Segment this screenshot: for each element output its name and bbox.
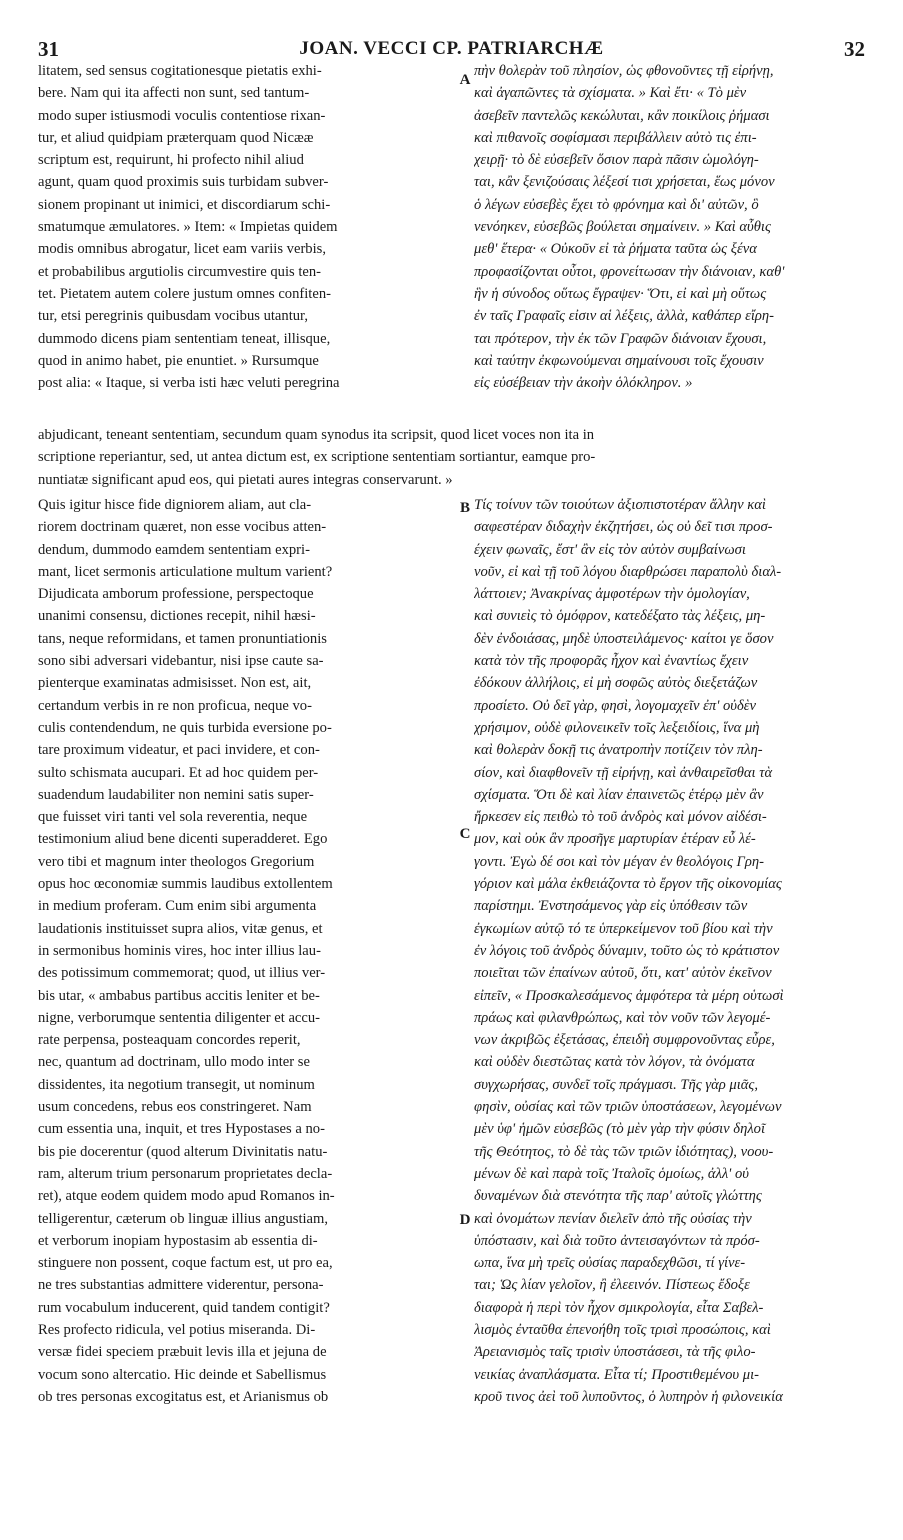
greek-text-line: ὑπόστασιν, καὶ διὰ τοῦτο ἀντεισαγόντων τὰ πρόσ-: [474, 1232, 760, 1249]
greek-text-line: δυναμένων διὰ στενότητα τῆς παρ' αὐτοῖς γλώττης: [474, 1188, 762, 1205]
greek-text-line: νεικίας ἀναπλάσματα. Εἶτα τί; Προστιθεμένου μι-: [474, 1366, 759, 1383]
greek-text-line: καὶ ὀνομάτων πενίαν διελεῖν ἀπὸ τῆς οὐσίας τὴν: [474, 1210, 752, 1227]
latin-text-line: rum vocabulum inducerent, quid tandem contigit?: [38, 1299, 330, 1316]
greek-text-line: καὶ οὐδὲν διεστῶτας κατὰ τὸν λόγον, τὰ ὀνόματα: [474, 1054, 755, 1071]
greek-text-line: μὲν ὑφ' ἡμῶν εὐσεβῶς (τὸ μὲν γὰρ τὴν φύσιν δηλοῖ: [474, 1121, 766, 1138]
greek-column-top: [474, 60, 894, 394]
latin-column-top: [38, 60, 458, 394]
greek-text-line: συγχωρήσας, συνδεῖ τοῖς πράγμασι. Τῆς γὰρ μιᾶς,: [474, 1076, 759, 1093]
latin-text-line: laudationis instituisset supra alios, vitæ genus, et: [38, 920, 323, 937]
latin-text-line: sono sibi adversari videbantur, nisi ipse caute sa-: [38, 653, 324, 670]
left-page-number: 31: [38, 36, 59, 61]
latin-text-line: tans, neque reformidans, et tamen pronuntiationis: [38, 630, 327, 647]
greek-column-main: [474, 494, 894, 1408]
greek-text-line: κατὰ τὸν τῆς προφορᾶς ἦχον καὶ ἐναντίως ἔχειν: [474, 653, 749, 670]
greek-text-line: ἐν ταῖς Γραφαῖς εἰσιν αἱ λέξεις, ἀλλὰ, καθάπερ εἴρη-: [474, 308, 774, 325]
greek-text-line: γοντι. Ἐγὼ δέ σοι καὶ τὸν μέγαν ἐν θεολόγοις Γρη-: [474, 853, 764, 870]
latin-text-line: usum concedens, rebus eos constringeret. Nam: [38, 1099, 312, 1116]
latin-text-line: unanimi consensu, dictiones recepit, nihil hæsi-: [38, 608, 316, 625]
latin-text-line: Dijudicata amborum professione, perspectoque: [38, 586, 314, 603]
latin-text-line: stinguere non possent, coque factum est, ut pro ea,: [38, 1255, 333, 1272]
greek-text-line: ἐν λόγοις τοῦ ἀνδρὸς δύναμιν, τοῦτο ὡς τὸ κράτιστον: [474, 942, 780, 959]
greek-text-line: έχειν φωναῖς, ἔστ' ἂν εἰς τὸν αὐτὸν συμβαίνωσι: [474, 541, 746, 558]
greek-text-line: προσίετο. Οὐ δεῖ γὰρ, φησὶ, λογομαχεῖν ἐπ' οὐδὲν: [474, 697, 756, 714]
latin-text-line: opus hoc œconomiæ summis laudibus extollentem: [38, 876, 333, 893]
latin-text-line: tur, etsi peregrinis quibusdam vocibus utantur,: [38, 308, 308, 325]
latin-text-line: et probabilibus argutiolis circumvestire quis ten-: [38, 263, 322, 280]
latin-text-line: culis contendendum, ne quis turbida eversione po-: [38, 719, 332, 736]
latin-text-line: ne tres substantias admittere viderentur, persona-: [38, 1277, 324, 1294]
latin-text-line: dummodo dicens piam sententiam teneat, illisque,: [38, 330, 331, 347]
latin-text-line: quod in animo habet, pie enuntiet. » Rursumque: [38, 352, 319, 369]
greek-text-line: καὶ ταύτην ἐκφωνούμεναι σημαίνουσι τοῖς ἔχουσιν: [474, 352, 764, 369]
greek-text-line: ωπα, ἵνα μὴ τρεῖς οὐσίας παραδεχθῶσι, τί γίνε-: [474, 1255, 746, 1272]
greek-text-line: σίον, καὶ διαφθονεῖν τῇ εἰρήνῃ, καὶ ἀνθαιρεῖσθαι τὰ: [474, 764, 773, 781]
latin-text-line: tur, et aliud quidpiam præterquam quod Nicææ: [38, 129, 314, 146]
latin-text-line: vocum sono altercatio. Hic deinde et Sabellismus: [38, 1366, 327, 1383]
latin-text-line: litatem, sed sensus cogitationesque pietatis exhi-: [38, 63, 322, 79]
greek-text-line: πὴν θολερὰν τοῦ πλησίον, ὡς φθονοῦντες τῇ εἰρήνῃ,: [474, 63, 774, 79]
greek-text-line: Ἀρειανισμὸς ταῖς τρισὶν ὑποστάσεσι, τὰ τῆς φιλο-: [474, 1344, 756, 1361]
greek-text-line: τῆς Θεότητος, τὸ δὲ τὰς τῶν τριῶν ἰδιότητας), νοου-: [474, 1143, 774, 1160]
latin-text-line: telligerentur, cæterum ob linguæ illius angustiam,: [38, 1210, 329, 1227]
greek-text-line: φησὶν, οὐσίας καὶ τῶν τριῶν ὑποστάσεων, λεγομένων: [474, 1099, 782, 1116]
full-width-text-line: scriptione reperiantur, sed, ut antea dictum est, ex scriptione sententiam sortiantur, eamque pro-: [38, 449, 596, 466]
latin-text-line: sionem propinant ut inimici, et discordiarum schi-: [38, 196, 331, 213]
latin-text-line: in medium proferam. Cum enim sibi argumenta: [38, 898, 317, 915]
latin-text-line: bere. Nam qui ita affecti non sunt, sed tantum-: [38, 85, 310, 102]
greek-text-line: κροῦ τινος ἀεὶ τοῦ λυποῦντος, ὁ λυπηρὸν ἡ φιλονεικία: [474, 1388, 783, 1405]
greek-text-line: λισμὸς ἐνταῦθα ἐπενοήθη τοῖς τρισὶ προσώποις, καὶ: [474, 1321, 771, 1338]
latin-text-line: cum essentia una, inquit, et tres Hypostases a no-: [38, 1121, 325, 1138]
greek-text-line: νοῦν, εἰ καὶ τῇ τοῦ λόγου διαρθρώσει παραπολὺ διαλ-: [474, 563, 782, 580]
latin-text-line: mant, licet sermonis articulatione multum varient?: [38, 563, 333, 580]
latin-text-line: bis pie docerentur (quod alterum Divinitatis natu-: [38, 1143, 328, 1160]
greek-text-line: καὶ συνιεὶς τὸ ὁμόφρον, κατεδέξατο τὰς λέξεις, μη-: [474, 608, 766, 625]
margin-marker-a: A: [459, 72, 471, 88]
greek-text-line: χρήσιμον, οὐδὲ φιλονεικεῖν τοῖς λεξειδίοις, ἵνα μὴ: [474, 719, 760, 736]
latin-text-line: modis omnibus abrogatur, licet eam variis verbis,: [38, 241, 326, 258]
latin-text-line: suadendum laudabiliter non nemini satis super-: [38, 786, 314, 803]
latin-text-line: dissidentes, ita negotium transegit, ut nominum: [38, 1076, 315, 1093]
margin-marker-d: D: [459, 1212, 471, 1228]
latin-text-line: post alia: « Itaque, si verba isti hæc veluti peregrina: [38, 375, 340, 392]
greek-text-line: ἤρκεσεν εἰς πειθὼ τὸ τοῦ ἀνδρὸς καὶ μόνον αἰδέσι-: [474, 809, 767, 826]
greek-text-line: ἀσεβεῖν παντελῶς κεκώλυται, κἂν ποικίλοις ῥήμασι: [474, 107, 770, 124]
latin-text-line: dendum, dummodo eamdem sententiam expri-: [38, 541, 310, 558]
latin-text-line: ret), atque eodem quidem modo apud Romanos in-: [38, 1188, 335, 1205]
full-width-text-line: nuntiatæ significant apud eos, qui pietati aures integras conservarunt. »: [38, 471, 453, 488]
latin-text-line: et verborum inopiam hypostasim ab essentia di-: [38, 1232, 318, 1249]
greek-text-line: ἣν ἡ σύνοδος οὕτως ἔγραψεν· Ὅτι, εἰ καὶ μὴ οὕτως: [474, 285, 767, 302]
greek-text-line: μεθ' ἕτερα· « Οὐκοῦν εἰ τὰ ῥήματα ταῦτα ὡς ξένα: [474, 241, 757, 258]
latin-text-line: testimonium aliud bene dicenti superadderet. Ego: [38, 831, 328, 848]
latin-text-line: ram, alterum trium personarum proprietates decla-: [38, 1165, 333, 1182]
greek-text-line: εἰπεῖν, « Προσκαλεσάμενος ἀμφότερα τὰ μέρη οὑτωσὶ: [474, 987, 784, 1004]
latin-text-line: sulto schismata aucupari. Et ad hoc quidem per-: [38, 764, 319, 781]
greek-text-line: ἐδόκουν ἀλλήλοις, εἰ μὴ σοφῶς αὐτὸς διεξετάζων: [474, 675, 758, 692]
latin-text-line: vero tibi et magnum inter theologos Gregorium: [38, 853, 315, 870]
greek-text-line: ται πρότερον, τὴν ἐκ τῶν Γραφῶν διάνοιαν ἔχουσι,: [474, 330, 767, 347]
greek-text-line: μένων δὲ καὶ παρὰ τοῖς Ἰταλοῖς ὁμοίως, ἀλλ' οὐ: [474, 1165, 749, 1182]
latin-text-line: modo super istiusmodi voculis contentiose rixan-: [38, 107, 326, 124]
latin-text-line: rate perpensa, posteaquam concordes reperit,: [38, 1032, 301, 1049]
latin-text-line: ob tres personas excogitatus est, et Arianismus ob: [38, 1388, 329, 1405]
latin-text-line: Res profecto ridicula, vel potius miseranda. Di-: [38, 1321, 316, 1338]
greek-text-line: σαφεστέραν διδαχὴν ἐκζητήσει, ὡς οὐ δεῖ τισι προσ-: [474, 519, 773, 536]
latin-text-line: versæ fidei speciem præbuit levis illa et jejuna de: [38, 1344, 327, 1361]
latin-column-main: [38, 494, 458, 1408]
greek-text-line: νενόηκεν, εὐσεβῶς βούλεται σημαίνειν. » Καὶ αὖθις: [474, 219, 771, 236]
latin-text-line: nigne, verborumque sententia diligenter et accu-: [38, 1009, 321, 1026]
greek-text-line: δὲν ἐνδοιάσας, μηδὲ ὑποστειλάμενος· καίτοι γε ὅσον: [474, 630, 774, 647]
greek-text-line: χειρῇ· τὸ δὲ εὐσεβεῖν ὅσιον παρὰ πᾶσιν ὡμολόγη-: [474, 152, 759, 169]
greek-text-line: λάττοιεν; Ἀνακρίνας ἀμφοτέρων τὴν ὁμολογίαν,: [474, 586, 750, 603]
greek-text-line: προφασίζονται οὗτοι, φρονείτωσαν τὴν διάνοιαν, καθ': [474, 263, 785, 280]
latin-text-line: que fuisset viri tanti vel sola reverentia, neque: [38, 809, 308, 826]
latin-text-line: certandum verbis in re non proficua, neque vo-: [38, 697, 312, 714]
running-title: JOAN. VECCI CP. PATRIARCHÆ: [299, 38, 604, 59]
greek-text-line: Τίς τοίνυν τῶν τοιούτων ἀξιοπιστοτέραν ἄλλην καὶ: [474, 497, 766, 513]
latin-text-line: bis utar, « ambabus partibus accitis leniter et be-: [38, 987, 320, 1004]
margin-marker-c: C: [459, 826, 471, 842]
greek-text-line: ται, κἂν ξενιζούσαις λέξεσί τισι χρήσεται, ἕως μόνον: [474, 174, 775, 191]
greek-text-line: διαφορὰ ἡ περὶ τὸν ἦχον σμικρολογία, εἶτα Σαβελ-: [474, 1299, 764, 1316]
greek-text-line: σχίσματα. Ὅτι δὲ καὶ λίαν ἐπαινετῶς ἑτέρῳ μὲν ἂν: [474, 786, 764, 803]
greek-text-line: παρίστημι. Ἐνστησάμενος γὰρ εἰς ὑπόθεσιν τῶν: [474, 898, 748, 915]
greek-text-line: γόριον καὶ μάλα ἐκθειάζοντα τὸ ἔργον τῆς οἰκονομίας: [474, 876, 782, 893]
greek-text-line: καὶ ἀγαπῶντες τὰ σχίσματα. » Καὶ ἔτι· « Τὸ μὲν: [474, 85, 747, 102]
margin-marker-b: B: [459, 500, 470, 516]
greek-text-line: ὁ λέγων εὐσεβὲς ἔχει τὸ φρόνημα καὶ δι' αὐτῶν, ὃ: [474, 196, 759, 213]
greek-text-line: μον, καὶ οὐκ ἂν προσῆγε μαρτυρίαν ἑτέραν εὖ λέ-: [474, 831, 756, 848]
greek-text-line: πράως καὶ φιλανθρώπως, καὶ τὸν νοῦν τῶν λεγομέ-: [474, 1009, 771, 1026]
greek-text-line: καὶ πιθανοῖς σοφίσμασι περιβάλλειν αὐτὸ τις ἐπι-: [474, 129, 757, 146]
greek-text-line: ἐγκωμίων αὐτῷ τό τε ὑπερκείμενον τοῦ βίου καὶ τὴν: [474, 920, 773, 937]
full-width-text: [38, 424, 894, 491]
latin-text-line: Quis igitur hisce fide digniorem aliam, aut cla-: [38, 497, 312, 513]
latin-text-line: agunt, quam quod proximis suis turbidam subver-: [38, 174, 329, 191]
latin-text-line: smatumque æmulatores. » Item: « Impietas quidem: [38, 219, 338, 236]
greek-text-line: καὶ θολερὰν δοκῇ τις ἀνατροπὴν ποτίζειν τὸν πλη-: [474, 742, 763, 759]
latin-text-line: riorem doctrinam quæret, non esse vocibus atten-: [38, 519, 327, 536]
latin-text-line: pienterque examinatas admisisset. Non est, ait,: [38, 675, 312, 692]
greek-text-line: ποιεῖται τῶν ἐπαίνων αὐτοῦ, ὅτι, κατ' αὐτὸν ἐκεῖνον: [474, 965, 772, 982]
latin-text-line: nec, quantum ad doctrinam, ullo modo inter se: [38, 1054, 310, 1071]
latin-text-line: tet. Pietatem autem colere justum omnes confiten-: [38, 285, 332, 302]
latin-text-line: des potissimum commemorat; quod, ut illius ver-: [38, 965, 326, 982]
greek-text-line: νων ἀκριβῶς ἐξετάσας, ἐπειδὴ συμφρονοῦντας εὗρε,: [474, 1032, 775, 1049]
full-width-text-line: abjudicant, teneant sententiam, secundum quam synodus ita scripsit, quod licet voces non ita in: [38, 427, 595, 443]
latin-text-line: tare proximum videatur, et paci invidere, et con-: [38, 742, 320, 759]
greek-text-line: ται; Ὡς λίαν γελοῖον, ἢ ἐλεεινόν. Πίστεως ἔδοξε: [474, 1277, 750, 1294]
right-page-number: 32: [844, 36, 865, 61]
greek-text-line: εἰς εὐσέβειαν τὴν ἀκοὴν ὁλόκληρον. »: [474, 375, 693, 392]
latin-text-line: in sermonibus hominis vires, hoc inter illius lau-: [38, 942, 321, 959]
latin-text-line: scriptum est, requirunt, hi profecto nihil aliud: [38, 152, 304, 169]
